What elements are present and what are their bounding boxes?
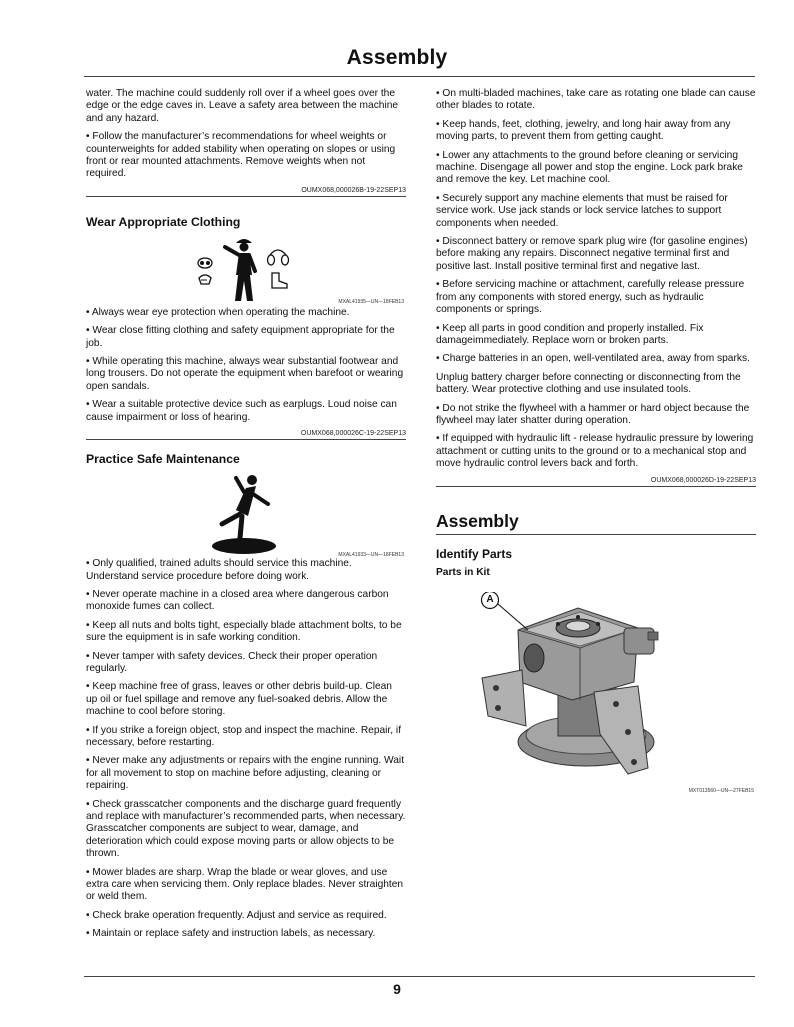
page-number: 9 [393,981,401,997]
clothing-figure [86,229,406,307]
intro-paragraph: water. The machine could suddenly roll over if a wheel goes over the edge or the edge caves in. Leave a safety area between the machine and any hazard. [86,88,399,124]
section-title-maintenance: Practice Safe Maintenance [86,452,240,467]
maintenance-item: • Check brake operation frequently. Adjust and service as required. [86,909,387,921]
gearbox-assembly-illustration [476,592,696,792]
maintenance-item: • Charge batteries in an open, well-ventilated area, away from sparks. [436,353,750,365]
earmuff-icon [268,250,289,265]
maintenance-item: • Keep all nuts and bolts tight, especially blade attachment bolts, to be sure the equipment is in safe working condition. [86,619,402,644]
maintenance-item: • Keep hands, feet, clothing, jewelry, and long hair away from any moving parts, to prevent them from getting caught. [436,118,731,143]
maintenance-item: • If equipped with hydraulic lift - release hydraulic pressure by lowering attachment or cutting units to the ground or to a mechanical stop and move hydraulic control levers back and forth. [436,433,754,470]
figure-code: MXAL41933—UN—18FEB13 [338,552,404,559]
maintenance-item: • Do not strike the flywheel with a hammer or hard object because the flywheel may later shatter during operation. [436,402,750,426]
goggles-icon [198,258,212,268]
maintenance-item: • Mower blades are sharp. Wrap the blade or wear gloves, and use extra care when servicing them. Only replace blades. Never straighten or weld them. [86,866,404,903]
boot-icon [272,273,287,288]
clothing-item: • While operating this machine, always wear substantial footwear and long trousers. Do not operate the equipment when barefoot or wearing open sandals. [86,356,404,392]
maintenance-item: • Never tamper with safety devices. Check their proper operation regularly. [86,650,378,674]
parts-in-kit-title: Parts in Kit [436,566,490,578]
maintenance-item: • On multi-bladed machines, take care as rotating one blade can cause other blades to rotate. [436,88,756,112]
figure-code: MXT013560—UN—27FEB15 [688,787,754,794]
maintenance-item: • Lower any attachments to the ground before cleaning or servicing machine. Disengage all power and stop the engine. Lock park brake and remove the key. Let machine cool. [436,149,743,186]
section-title-clothing: Wear Appropriate Clothing [86,214,241,229]
parts-figure [436,578,756,806]
clothing-item: • Always wear eye protection when operating the machine. [86,306,350,318]
callout-label-a: A [486,593,494,605]
protective-clothing-icon [196,233,306,305]
header-rule [84,76,755,77]
page-header-title: Assembly [346,46,448,69]
maintenance-item: • If you strike a foreign object, stop and inspect the machine. Repair, if necessary, before restarting. [86,724,402,748]
maintenance-item: Unplug battery charger before connecting or disconnecting from the battery. Wear protective clothing and use insulated tools. [436,371,741,396]
maintenance-figure [86,466,406,558]
clothing-item: • Wear a suitable protective device such as earplugs. Loud noise can cause impairment or loss of hearing. [86,399,397,423]
figure-code: MXAL41935—UN—18FEB13 [338,298,404,305]
left-column [86,88,406,947]
footer-rule [84,976,755,977]
reference-code: OUMX068,000026D-19-22SEP13 [650,476,756,484]
maintenance-item: • Securely support any machine elements that must be raised for service work. Use jack stands or lock service latches to support components when needed. [436,192,728,229]
maintenance-item: • Check grasscatcher components and the discharge guard frequently and replace with manufacturer’s recommended parts, when necessary. Grasscatcher components are subject to wear, damage, and deterioration which could expose moving parts or allow objects to be thrown. [86,798,406,860]
maintenance-item: • Never operate machine in a closed area where dangerous carbon monoxide fumes can collect. [86,588,389,613]
reference-code: OUMX068,000026C-19-22SEP13 [300,430,406,438]
right-column [436,88,756,806]
identify-parts-title: Identify Parts [436,546,513,561]
maintenance-item: • Maintain or replace safety and instruction labels, as necessary. [86,928,376,940]
glove-icon [199,275,211,284]
intro-paragraph: • Follow the manufacturer’s recommendations for wheel weights or counterweights for added stability when operating on slopes or using front or rear mounted attachments. Remove weights when not required. [86,131,396,180]
clothing-item: • Wear close fitting clothing and safety equipment appropriate for the job. [86,325,395,349]
slipping-person-icon [206,470,286,556]
maintenance-item: • Never make any adjustments or repairs with the engine running. Wait for all movement to stop on machine before adjusting, cleaning or repairing. [86,755,405,792]
assembly-section-title: Assembly [436,510,519,531]
maintenance-item: • Keep all parts in good condition and properly installed. Fix damageimmediately. Replace worn or broken parts. [436,322,704,346]
maintenance-item: • Keep machine free of grass, leaves or other debris build-up. Clean up oil or fuel spillage and remove any fuel-soaked debris. Allow the machine to cool before storing. [86,681,392,718]
worker-icon [225,239,255,301]
maintenance-item: • Disconnect battery or remove spark plug wire (for gasoline engines) before making any repairs. Disconnect negative terminal first and positive last. Install positive terminal first and negative last. [436,236,748,272]
reference-code: OUMX068,000026B-19-22SEP13 [301,186,406,194]
maintenance-item: • Only qualified, trained adults should service this machine. Understand service procedure before doing work. [86,558,352,582]
maintenance-item: • Before servicing machine or attachment, carefully release pressure from any components with stored energy, such as hydraulic components or springs. [436,279,745,316]
